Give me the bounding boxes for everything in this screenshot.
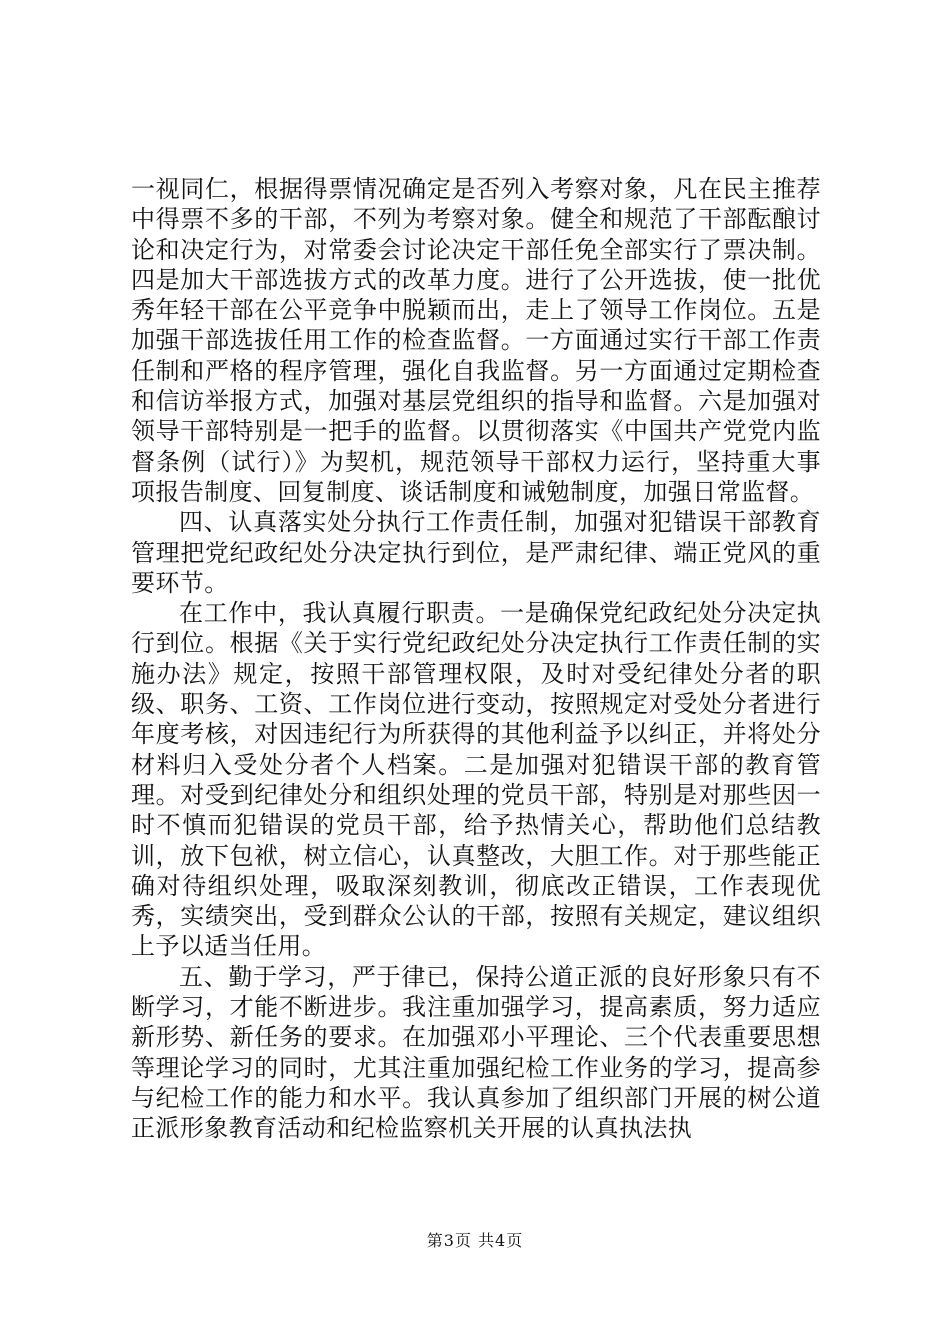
page-footer: 第3页 共4页 — [426, 1231, 524, 1250]
paragraph-3: 在工作中，我认真履行职责。一是确保党纪政纪处分决定执行到位。根据《关于实行党纪政纪处分决定执行工作责任制的实施办法》规定，按照干部管理权限，及时对受纪律处分者的职级、职务、工资、工作岗位进行变动，按照规定对受处分者进行年度考核，对因违纪行为所获得的其他利益予以纠正，并将处分材料归入受处分者个人档案。二是加强对犯错误干部的教育管理。对受到纪律处分和组织处理的党员干部，特别是对那些因一时不慎而犯错误的党员干部，给予热情关心，帮助他们总结教训，放下包袱，树立信心，认真整改，大胆工作。对于那些能正确对待组织处理，吸取深刻教训，彻底改正错误，工作表现优秀，实绩突出，受到群众公认的干部，按照有关规定，建议组织上予以适当任用。 — [131, 599, 821, 961]
paragraph-2: 四、认真落实处分执行工作责任制，加强对犯错误干部教育管理把党纪政纪处分决定执行到位，是严肃纪律、端正党风的重要环节。 — [131, 508, 821, 597]
document-body — [131, 174, 821, 1144]
paragraph-4: 五、勤于学习，严于律已，保持公道正派的良好形象只有不断学习，才能不断进步。我注重加强学习，提高素质，努力适应新形势、新任务的要求。在加强邓小平理论、三个代表重要思想等理论学习的同时，尤其注重加强纪检工作业务的学习，提高参与纪检工作的能力和水平。我认真参加了组织部门开展的树公道正派形象教育活动和纪检监察机关开展的认真执法执 — [131, 962, 821, 1143]
paragraph-1: 一视同仁，根据得票情况确定是否列入考察对象，凡在民主推荐中得票不多的干部，不列为考察对象。健全和规范了干部酝酿讨论和决定行为，对常委会讨论决定干部任免全部实行了票决制。四是加大干部选拔方式的改革力度。进行了公开选拔，使一批优秀年轻干部在公平竞争中脱颖而出，走上了领导工作岗位。五是加强干部选拔任用工作的检查监督。一方面通过实行干部工作责任制和严格的程序管理，强化自我监督。另一方面通过定期检查和信访举报方式，加强对基层党组织的指导和监督。六是加强对领导干部特别是一把手的监督。以贯彻落实《中国共产党党内监督条例（试行）》为契机，规范领导干部权力运行，坚持重大事项报告制度、回复制度、谈话制度和诫勉制度，加强日常监督。 — [131, 175, 821, 506]
